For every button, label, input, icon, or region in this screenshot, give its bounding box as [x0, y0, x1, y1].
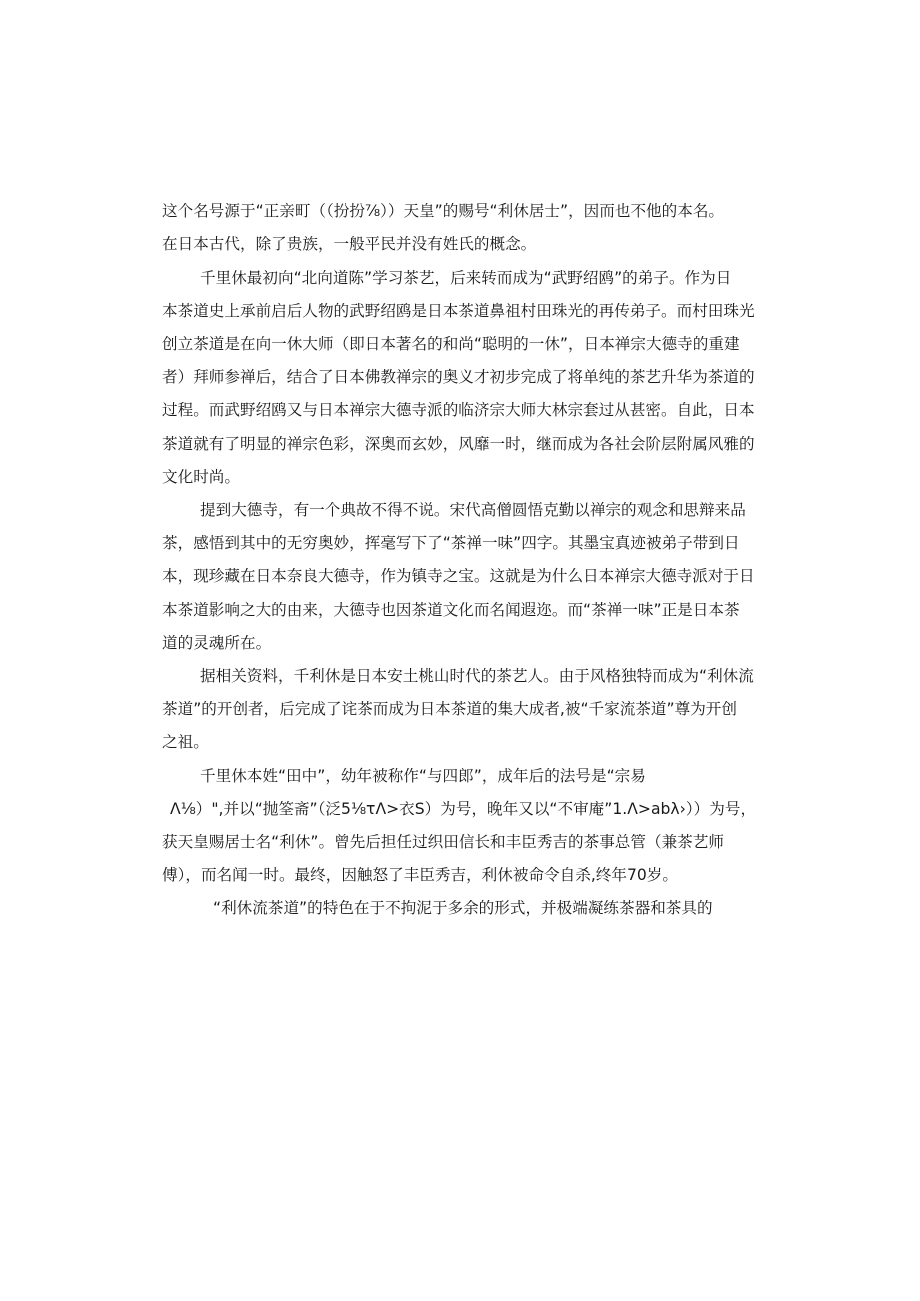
text-line-17: 之祖。 [162, 733, 209, 751]
text-line-12: 本，现珍藏在日本奈良大德寺，作为镇寺之宝。这就是为什么日本禅宗大德寺派对于日 [162, 567, 755, 585]
text-line-18: 千里休本姓“田中”，幼年被称作“与四郎”，成年后的法号是“宗易 [200, 767, 646, 785]
text-line-14: 道的灵魂所在。 [162, 634, 272, 652]
text-line-16: 茶道”的开创者，后完成了诧茶而成为日本茶道的集大成者,被“千家流茶道”尊为开创 [162, 700, 737, 718]
text-line-10: 提到大德寺，有一个典故不得不说。宋代高僧圆悟克勤以禅宗的观念和思辩来品 [200, 501, 746, 519]
text-line-13: 本茶道影响之大的由来，大德寺也因茶道文化而名闻遐迩。而“茶禅一味”正是日本茶 [162, 601, 740, 619]
text-line-4: 本茶道史上承前启后人物的武野绍鸥是日本茶道鼻祖村田珠光的再传弟子。而村田珠光 [162, 302, 755, 320]
text-line-8: 茶道就有了明显的禅宗色彩，深奥而玄妙，风靡一时，继而成为各社会阶层附属风雅的 [162, 435, 755, 453]
text-line-5: 创立茶道是在向一休大师（即日本著名的和尚“聪明的一休”，日本禅宗大德寺的重建 [162, 335, 740, 353]
text-line-7: 过程。而武野绍鸥又与日本禅宗大德寺派的临济宗大师大林宗套过从甚密。自此，日本 [162, 401, 755, 419]
text-line-9: 文化时尚。 [162, 468, 240, 486]
text-line-2: 在日本古代，除了贵族，一般平民并没有姓氏的概念。 [162, 235, 537, 253]
text-line-6: 者）拜师参禅后，结合了日本佛教禅宗的奥义才初步完成了将单纯的茶艺升华为茶道的 [162, 368, 755, 386]
text-line-21: 傅），而名闻一时。最终，因触怒了丰臣秀吉，利休被命令自杀,终年70岁。 [162, 866, 678, 884]
text-line-20: 获天皇赐居士名“利休”。曾先后担任过织田信长和丰臣秀吉的茶事总管（兼茶艺师 [162, 833, 724, 851]
text-line-15: 据相关资料，千利休是日本安土桃山时代的茶艺人。由于风格独特而成为“利休流 [200, 667, 754, 685]
text-line-11: 茶，感悟到其中的无穷奥妙，挥毫写下了“茶禅一味”四字。其墨宝真迹被弟子带到日 [162, 534, 740, 552]
text-line-3: 千里休最初向“北向道陈”学习茶艺，后来转而成为“武野绍鸥”的弟子。作为日 [200, 269, 732, 287]
text-line-19: Λ⅛）",并以“抛筌斋”（泛5⅛τΛ>衣S）为号，晚年又以“不审庵”1.Λ>abλ›））为号， [170, 800, 757, 818]
text-line-22: “利休流茶道”的特色在于不拘泥于多余的形式，并极端凝练茶器和茶具的 [213, 899, 713, 917]
text-line-1: 这个名号源于“正亲町（（扮扮⅞））天皇”的赐号“利休居士”，因而也不他的本名。 [162, 202, 725, 220]
